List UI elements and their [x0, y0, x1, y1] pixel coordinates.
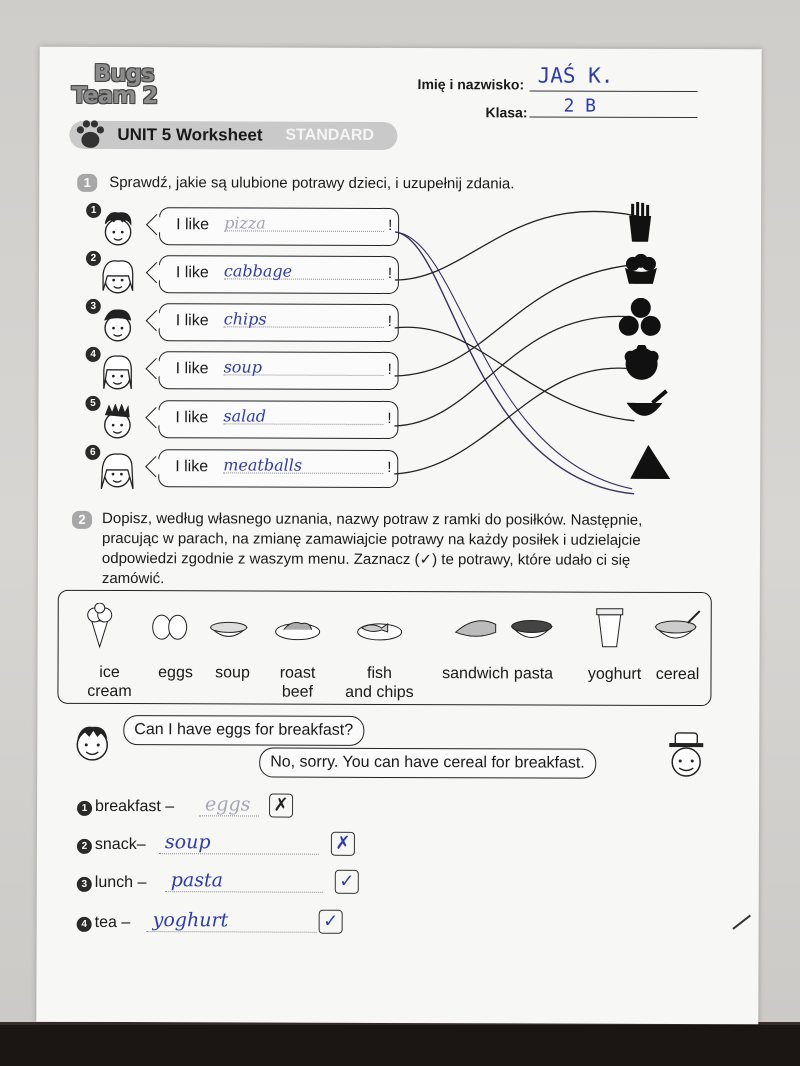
food-label	[503, 664, 563, 683]
meal-number: 4	[77, 917, 92, 932]
exercise-1-instruction: Sprawdź, jakie są ulubione potrawy dzieci, i uzupełnij zdania.	[109, 173, 515, 193]
exclamation: !	[387, 264, 393, 282]
paw-icon	[75, 119, 105, 155]
yoghurt-icon	[591, 605, 639, 657]
cabbage-icon	[623, 254, 659, 290]
speech-bubble	[158, 400, 398, 439]
item-number: 3	[86, 299, 101, 314]
i-like-label: I like	[175, 458, 209, 476]
meal-label: lunch –	[94, 873, 147, 892]
boy-face-icon	[71, 719, 113, 769]
answer-field[interactable]: meatballs	[223, 455, 303, 475]
food-label	[79, 663, 139, 701]
instruction-line: odpowiedzi zgodnie z waszym menu. Zaznacz (✓) te potrawy, które udało ci się	[101, 549, 631, 569]
meal-answer-line	[147, 931, 317, 933]
item-number: 2	[86, 251, 101, 266]
food-label-line-1: ice	[99, 663, 120, 682]
meal-answer-field[interactable]: pasta	[170, 869, 224, 892]
food-label	[343, 664, 415, 702]
exercise-2-number: 2	[72, 511, 92, 529]
eggs-icon	[152, 603, 200, 655]
pasta-icon	[510, 604, 558, 656]
pen-mark	[732, 915, 751, 930]
food-label	[578, 665, 650, 684]
child-face-icon	[100, 404, 134, 446]
bubble-tail	[145, 456, 166, 477]
i-like-label: I like	[176, 216, 210, 234]
bubble-tail	[146, 262, 167, 283]
meal-checkbox[interactable]: ✗	[331, 832, 355, 856]
chips-icon	[625, 202, 655, 246]
ice-cream-icon	[86, 603, 134, 655]
unit-level: STANDARD	[285, 126, 375, 144]
food-label	[147, 663, 203, 682]
salad-icon	[623, 345, 661, 385]
food-label	[264, 664, 330, 702]
name-label: Imię i nazwisko:	[417, 76, 525, 93]
meal-number: 1	[77, 801, 92, 816]
meal-number: 2	[77, 839, 92, 854]
bubble-tail	[146, 310, 167, 331]
food-label-line-1: roast	[279, 664, 316, 682]
child-face-icon	[101, 259, 135, 301]
bubble-tail	[145, 407, 166, 428]
class-label: Klasa:	[485, 104, 528, 121]
meal-label: breakfast –	[95, 797, 175, 816]
bugs-team-logo	[71, 60, 158, 110]
name-value[interactable]: JAŚ K.	[537, 63, 614, 88]
answer-field[interactable]: cabbage	[223, 261, 293, 281]
food-label-line-1: soup	[215, 664, 250, 682]
meal-answer-field[interactable]: eggs	[205, 793, 251, 816]
speech-bubble	[159, 303, 399, 342]
speech-bubble	[158, 449, 398, 488]
child-face-icon	[101, 211, 135, 253]
exclamation: !	[387, 312, 392, 330]
meal-answer-field[interactable]: soup	[164, 831, 211, 854]
answer-field[interactable]: pizza	[224, 213, 266, 233]
meal-checkbox[interactable]: ✓	[335, 870, 359, 894]
item-number: 4	[86, 347, 101, 362]
meal-checkbox[interactable]: ✓	[319, 910, 343, 934]
class-value[interactable]: 2 B	[563, 95, 597, 117]
food-label-line-1: pasta	[513, 665, 554, 683]
answer-field[interactable]: salad	[223, 406, 267, 426]
child-face-icon	[100, 453, 134, 495]
name-line	[530, 90, 698, 92]
meal-checkbox[interactable]: ✗	[269, 794, 293, 818]
worksheet-page	[36, 47, 761, 1025]
item-number: 6	[85, 445, 100, 460]
meal-answer-line	[165, 891, 323, 893]
cereal-icon	[654, 605, 702, 657]
speech-bubble	[159, 255, 399, 294]
soup-icon	[624, 389, 668, 429]
item-number: 5	[85, 396, 100, 411]
instruction-line: Dopisz, według własnego uznania, nazwy potraw z ramki do posiłków. Następnie,	[102, 509, 643, 529]
logo-line-2: Team 2	[71, 82, 158, 110]
sandwich-icon	[452, 604, 500, 656]
food-label-line-1: sandwich	[442, 665, 509, 683]
meal-answer-field[interactable]: yoghurt	[152, 909, 229, 932]
answer-field[interactable]: chips	[223, 309, 267, 329]
pizza-icon	[630, 445, 670, 485]
matching-lines	[387, 198, 651, 499]
food-label-line-1: yoghurt	[587, 665, 642, 683]
food-label-line-1: fish	[367, 664, 393, 682]
meal-label: snack–	[94, 835, 146, 854]
floor-area	[0, 1022, 800, 1066]
dialog-question: Can I have eggs for breakfast?	[123, 715, 364, 746]
bubble-tail	[145, 358, 166, 379]
meatballs-icon	[619, 298, 663, 342]
meal-label: tea –	[94, 913, 131, 932]
food-label-line-2: beef	[281, 683, 314, 701]
food-label	[204, 663, 260, 682]
meal-answer-line	[159, 853, 319, 855]
exercise-2-instruction	[102, 509, 722, 591]
speech-bubble	[159, 207, 399, 246]
waiter-face-icon	[663, 731, 709, 785]
exclamation: !	[387, 409, 392, 427]
food-label-line-2: and chips	[345, 683, 414, 702]
speech-bubble	[159, 351, 399, 390]
bubble-tail	[146, 214, 167, 235]
food-label-line-1: eggs	[158, 664, 193, 682]
meal-number: 3	[77, 877, 92, 892]
unit-title: UNIT 5 Worksheet	[117, 125, 263, 145]
i-like-label: I like	[175, 360, 209, 378]
instruction-line: pracując w parach, na zmianę zamawiajcie potrawy na każdy posiłek i udzielajcie	[101, 529, 641, 549]
fish-and-chips-icon	[356, 604, 404, 656]
exclamation: !	[387, 360, 392, 378]
class-line	[529, 116, 697, 118]
logo-line-1: Bugs	[93, 60, 154, 88]
child-face-icon	[101, 307, 135, 349]
i-like-label: I like	[175, 312, 209, 330]
food-label-line-1: cereal	[655, 665, 700, 684]
food-label-line-2: cream	[87, 682, 132, 701]
instruction-line: zamówić.	[101, 569, 165, 588]
soup-icon	[209, 603, 257, 655]
i-like-label: I like	[175, 264, 209, 282]
dialog-answer: No, sorry. You can have cereal for breakfast.	[259, 748, 596, 779]
item-number: 1	[86, 203, 101, 218]
i-like-label: I like	[175, 409, 209, 427]
exclamation: !	[387, 458, 392, 476]
child-face-icon	[100, 355, 134, 397]
exclamation: !	[388, 216, 393, 234]
exercise-1-number: 1	[77, 174, 97, 192]
food-label	[647, 665, 707, 684]
roast-beef-icon	[274, 604, 322, 656]
answer-field[interactable]: soup	[223, 357, 263, 377]
